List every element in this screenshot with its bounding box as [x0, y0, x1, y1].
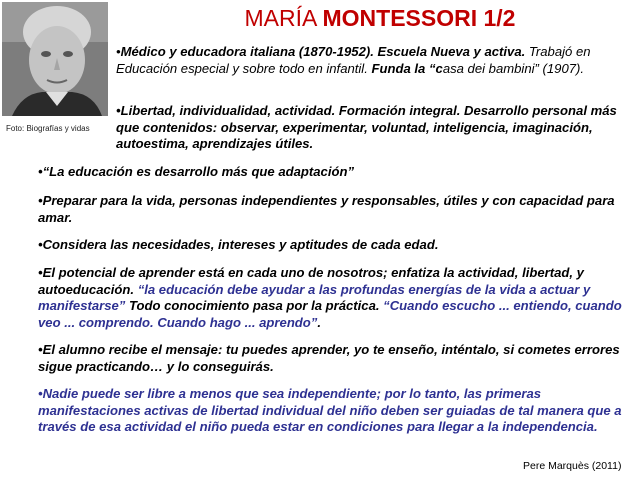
bullet-3: •Considera las necesidades, intereses y aptitudes de cada edad.: [38, 237, 439, 252]
photo-caption: Foto: Biografías y vidas: [6, 124, 90, 133]
slide-title: [200, 4, 560, 32]
author-credit: Pere Marquès (2011): [523, 460, 622, 472]
bullet-2: •Preparar para la vida, personas independientes y responsables, útiles y con capacidad para amar.: [38, 193, 615, 225]
title-surname: MONTESSORI 1/2: [322, 5, 516, 31]
quote-escucho: “Cuando escucho ... entiendo, cuando veo ... comprendo. Cuando hago ... aprendo”: [38, 298, 622, 330]
title-name: MARÍA: [244, 5, 323, 31]
bullet-1: •“La educación es desarrollo más que adaptación”: [38, 164, 355, 179]
bullet-5: •El alumno recibe el mensaje: tu puedes aprender, yo te enseño, inténtalo, si cometes errores sigue practicando… y lo conseguirás.: [38, 342, 620, 374]
portrait-icon: [2, 2, 108, 116]
portrait-photo: [2, 2, 108, 116]
bullet-6: •Nadie puede ser libre a menos que sea independiente; por lo tanto, las primeras manifestaciones activas de libertad individual del niño deben ser guiadas de tal manera que a través de esa actividad el niño pueda estar en condiciones para llegar a la independencia.: [38, 386, 622, 434]
bullet-4: •El potencial de aprender está en cada uno de nosotros; enfatiza la actividad, libertad, y autoeducación. “la educación debe ayudar a las profundas energías de la vida a actuar y manifestarse” Todo conocimiento pasa por la práctica. “Cuando escucho ... entiendo, cuando veo ... comprendo. Cuando hago ... aprendo”.: [38, 265, 622, 330]
quote-energias: “la educación debe ayudar a las profundas energías de la vida a actuar y manifestarse”: [38, 281, 591, 313]
intro-paragraph-2: •Libertad, individualidad, actividad. Formación integral. Desarrollo personal más que contenidos: observar, experimentar, voluntad, inteligencia, imaginación, autoestima, aprendizajes útiles.: [116, 103, 617, 151]
intro-paragraph-1: •Médico y educadora italiana (1870-1952). Escuela Nueva y activa. Trabajó en Educación especial y sobre todo en infantil. Funda la “casa dei bambini” (1907).: [116, 44, 591, 76]
